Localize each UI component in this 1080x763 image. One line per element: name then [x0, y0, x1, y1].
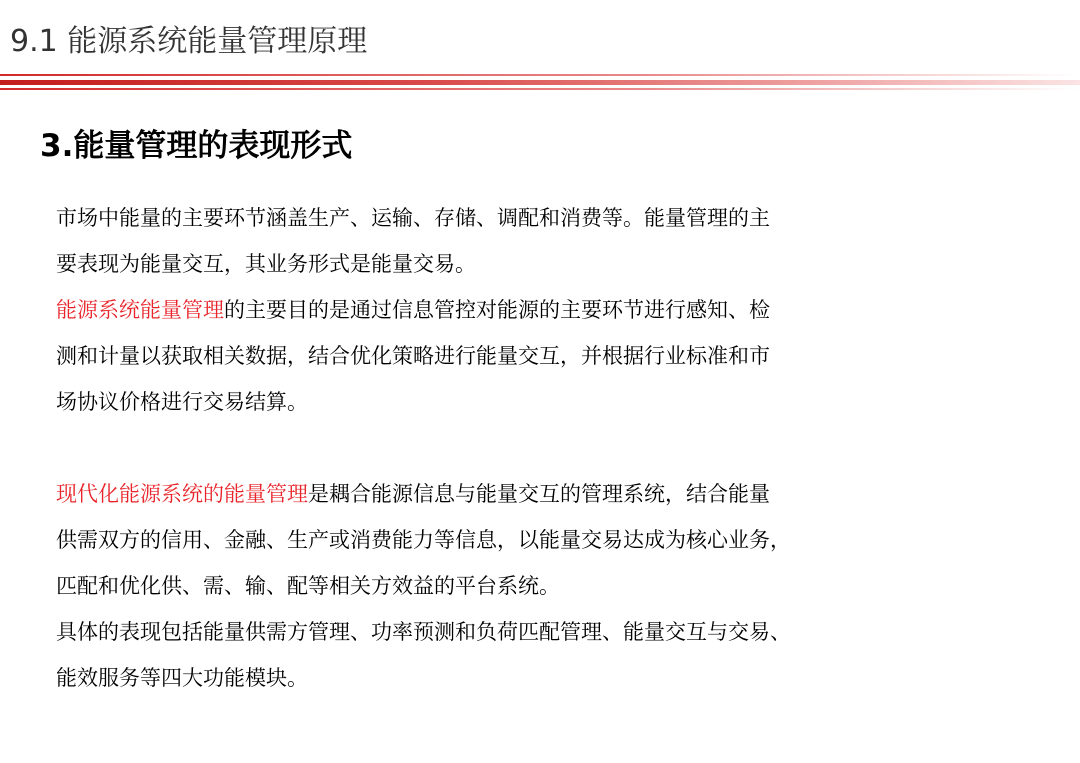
paragraph-1-line-2: 要表现为能量交互，其业务形式是能量交易。 — [56, 252, 476, 276]
slide-header — [0, 0, 1080, 92]
paragraph-4-line-1: 具体的表现包括能量供需方管理、功率预测和负荷匹配管理、能量交互与交易、 — [56, 620, 791, 644]
paragraph-3-line-1-text: 是耦合能源信息与能量交互的管理系统，结合能量 — [308, 482, 770, 506]
section-heading: 3.能量管理的表现形式 — [40, 128, 353, 164]
paragraph-3-line-2: 供需双方的信用、金融、生产或消费能力等信息，以能量交易达成为核心业务， — [56, 528, 791, 552]
body-text — [56, 195, 956, 701]
highlight-modern-energy-system-management: 现代化能源系统的能量管理 — [56, 482, 308, 506]
header-rule-bottom — [0, 88, 1080, 90]
header-rule-middle — [0, 80, 1080, 85]
paragraph-3-line-3: 匹配和优化供、需、输、配等相关方效益的平台系统。 — [56, 574, 560, 598]
paragraph-1-line-1: 市场中能量的主要环节涵盖生产、运输、存储、调配和消费等。能量管理的主 — [56, 206, 770, 230]
paragraph-3-line-1 — [56, 471, 956, 517]
paragraph-2-line-2: 测和计量以获取相关数据，结合优化策略进行能量交互，并根据行业标准和市 — [56, 344, 770, 368]
paragraph-spacer — [56, 425, 956, 471]
paragraph-2-line-1 — [56, 287, 956, 333]
paragraph-2-line-3: 场协议价格进行交易结算。 — [56, 390, 308, 414]
highlight-energy-system-management: 能源系统能量管理 — [56, 298, 224, 322]
header-rule-top — [0, 74, 1080, 76]
paragraph-4-line-2: 能效服务等四大功能模块。 — [56, 666, 308, 690]
slide-title: 9.1 能源系统能量管理原理 — [10, 24, 368, 59]
paragraph-2-line-1-text: 的主要目的是通过信息管控对能源的主要环节进行感知、检 — [224, 298, 770, 322]
